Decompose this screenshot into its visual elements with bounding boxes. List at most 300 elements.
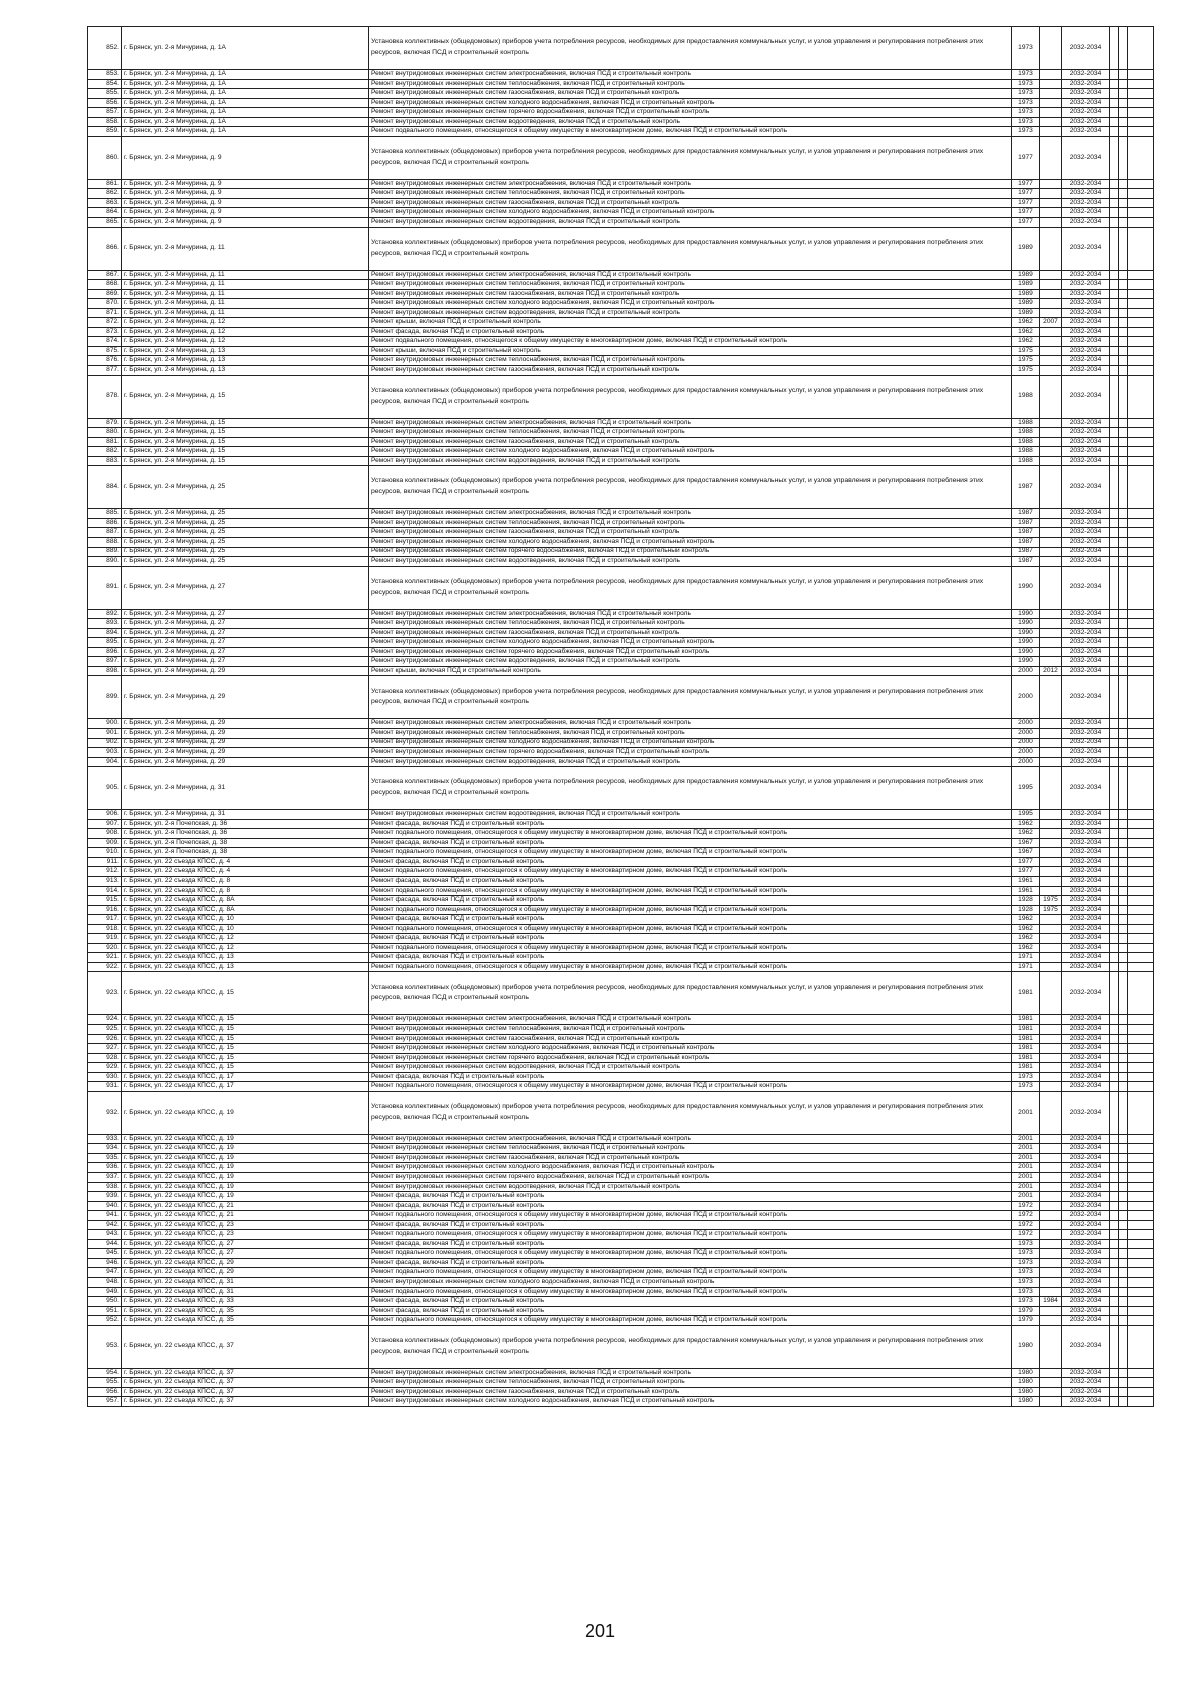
planned-period-cell: 2032-2034: [1062, 867, 1110, 877]
table-row: [88, 1258, 1154, 1268]
planned-period-cell: 2032-2034: [1062, 810, 1110, 820]
work-type-cell: Ремонт подвального помещения, относящегося к общему имуществу в многоквартирном доме, включая ПСД и строительный контроль: [369, 1249, 1012, 1259]
year-built-cell: 1981: [1012, 1044, 1040, 1054]
address-cell: г. Брянск, ул. 22 съезда КПСС, д. 37: [122, 1325, 369, 1368]
table-row: [88, 748, 1154, 758]
year-renovated-cell: [1040, 1258, 1062, 1268]
year-renovated-cell: [1040, 528, 1062, 538]
work-type-cell: Ремонт фасада, включая ПСД и строительный контроль: [369, 1239, 1012, 1249]
empty-cell: [1128, 876, 1154, 886]
empty-cell: [1128, 1306, 1154, 1316]
year-built-cell: 1973: [1012, 27, 1040, 70]
planned-period-cell: 2032-2034: [1062, 79, 1110, 89]
year-renovated-cell: [1040, 327, 1062, 337]
empty-cell: [1110, 27, 1119, 70]
address-cell: г. Брянск, ул. 2-я Мичурина, д. 1А: [122, 117, 369, 127]
planned-period-cell: 2032-2034: [1062, 537, 1110, 547]
year-renovated-cell: [1040, 428, 1062, 438]
table-row: [88, 934, 1154, 944]
work-type-cell: Ремонт внутридомовых инженерных систем водоотведения, включая ПСД и строительный контроль: [369, 308, 1012, 318]
empty-cell: [1128, 953, 1154, 963]
empty-cell: [1128, 647, 1154, 657]
year-renovated-cell: [1040, 179, 1062, 189]
year-built-cell: 1987: [1012, 537, 1040, 547]
work-type-cell: Ремонт фасада, включая ПСД и строительный контроль: [369, 327, 1012, 337]
year-renovated-cell: [1040, 619, 1062, 629]
planned-period-cell: 2032-2034: [1062, 609, 1110, 619]
empty-cell: [1110, 289, 1119, 299]
planned-period-cell: 2032-2034: [1062, 1173, 1110, 1183]
empty-cell: [1110, 528, 1119, 538]
address-cell: г. Брянск, ул. 2-я Мичурина, д. 15: [122, 375, 369, 418]
work-type-cell: Ремонт фасада, включая ПСД и строительный контроль: [369, 1297, 1012, 1307]
address-cell: г. Брянск, ул. 22 съезда КПСС, д. 12: [122, 943, 369, 953]
year-renovated-cell: [1040, 437, 1062, 447]
empty-cell: [1128, 117, 1154, 127]
planned-period-cell: 2032-2034: [1062, 1378, 1110, 1388]
work-type-cell: Установка коллективных (общедомовых) приборов учета потребления ресурсов, необходимых для предоставления коммунальных услуг, и узлов управления и регулирования потребления этих ресурсов, включая ПСД и строительный контроль: [369, 227, 1012, 270]
work-type-cell: Ремонт фасада, включая ПСД и строительный контроль: [369, 1220, 1012, 1230]
empty-cell: [1128, 557, 1154, 567]
year-built-cell: 1961: [1012, 886, 1040, 896]
work-type-cell: Ремонт внутридомовых инженерных систем водоотведения, включая ПСД и строительный контроль: [369, 117, 1012, 127]
work-type-cell: Ремонт внутридомовых инженерных систем электроснабжения, включая ПСД и строительный контроль: [369, 270, 1012, 280]
year-built-cell: 2001: [1012, 1182, 1040, 1192]
row-number: 908.: [88, 829, 122, 839]
row-number: 918.: [88, 924, 122, 934]
table-row: [88, 428, 1154, 438]
empty-cell: [1128, 308, 1154, 318]
empty-cell: [1128, 1173, 1154, 1183]
empty-cell: [1128, 857, 1154, 867]
row-number: 857.: [88, 108, 122, 118]
empty-cell: [1119, 98, 1128, 108]
year-built-cell: 1980: [1012, 1325, 1040, 1368]
empty-cell: [1128, 466, 1154, 509]
year-renovated-cell: [1040, 609, 1062, 619]
year-renovated-cell: [1040, 767, 1062, 810]
table-row: [88, 208, 1154, 218]
work-type-cell: Ремонт внутридомовых инженерных систем теплоснабжения, включая ПСД и строительный контроль: [369, 1144, 1012, 1154]
row-number: 950.: [88, 1297, 122, 1307]
year-renovated-cell: [1040, 1134, 1062, 1144]
address-cell: г. Брянск, ул. 22 съезда КПСС, д. 17: [122, 1072, 369, 1082]
empty-cell: [1128, 896, 1154, 906]
empty-cell: [1110, 227, 1119, 270]
address-cell: г. Брянск, ул. 22 съезда КПСС, д. 19: [122, 1091, 369, 1134]
empty-cell: [1119, 1239, 1128, 1249]
table-row: [88, 327, 1154, 337]
planned-period-cell: 2032-2034: [1062, 518, 1110, 528]
empty-cell: [1110, 198, 1119, 208]
empty-cell: [1128, 848, 1154, 858]
empty-cell: [1110, 428, 1119, 438]
planned-period-cell: 2032-2034: [1062, 657, 1110, 667]
table-row: [88, 905, 1154, 915]
address-cell: г. Брянск, ул. 2-я Мичурина, д. 25: [122, 528, 369, 538]
work-type-cell: Ремонт внутридомовых инженерных систем газоснабжения, включая ПСД и строительный контроль: [369, 1153, 1012, 1163]
empty-cell: [1119, 1297, 1128, 1307]
planned-period-cell: 2032-2034: [1062, 1182, 1110, 1192]
year-built-cell: 1990: [1012, 638, 1040, 648]
row-number: 928.: [88, 1053, 122, 1063]
empty-cell: [1128, 437, 1154, 447]
table-row: [88, 1034, 1154, 1044]
empty-cell: [1128, 1063, 1154, 1073]
empty-cell: [1119, 179, 1128, 189]
empty-cell: [1119, 1072, 1128, 1082]
work-type-cell: Ремонт внутридомовых инженерных систем теплоснабжения, включая ПСД и строительный контроль: [369, 518, 1012, 528]
planned-period-cell: 2032-2034: [1062, 848, 1110, 858]
empty-cell: [1119, 127, 1128, 137]
table-row: [88, 829, 1154, 839]
empty-cell: [1110, 1211, 1119, 1221]
address-cell: г. Брянск, ул. 2-я Мичурина, д. 1А: [122, 27, 369, 70]
year-built-cell: 2001: [1012, 1134, 1040, 1144]
address-cell: г. Брянск, ул. 22 съезда КПСС, д. 21: [122, 1211, 369, 1221]
empty-cell: [1128, 905, 1154, 915]
work-type-cell: Ремонт фасада, включая ПСД и строительный контроль: [369, 953, 1012, 963]
empty-cell: [1110, 676, 1119, 719]
planned-period-cell: 2032-2034: [1062, 418, 1110, 428]
table-row: [88, 189, 1154, 199]
work-type-cell: Ремонт внутридомовых инженерных систем газоснабжения, включая ПСД и строительный контроль: [369, 437, 1012, 447]
year-built-cell: 1980: [1012, 1387, 1040, 1397]
row-number: 896.: [88, 647, 122, 657]
year-built-cell: 2000: [1012, 757, 1040, 767]
row-number: 916.: [88, 905, 122, 915]
empty-cell: [1119, 1082, 1128, 1092]
empty-cell: [1119, 566, 1128, 609]
year-built-cell: 1973: [1012, 1072, 1040, 1082]
planned-period-cell: 2032-2034: [1062, 375, 1110, 418]
year-built-cell: 1981: [1012, 1053, 1040, 1063]
empty-cell: [1119, 466, 1128, 509]
year-built-cell: 1989: [1012, 227, 1040, 270]
empty-cell: [1119, 547, 1128, 557]
work-type-cell: Ремонт фасада, включая ПСД и строительный контроль: [369, 1258, 1012, 1268]
year-built-cell: 1973: [1012, 127, 1040, 137]
work-type-cell: Ремонт внутридомовых инженерных систем холодного водоснабжения, включая ПСД и строительный контроль: [369, 638, 1012, 648]
address-cell: г. Брянск, ул. 2-я Мичурина, д. 12: [122, 327, 369, 337]
year-built-cell: 1972: [1012, 1220, 1040, 1230]
year-built-cell: 1980: [1012, 1397, 1040, 1407]
table-row: [88, 943, 1154, 953]
table-row: [88, 619, 1154, 629]
planned-period-cell: 2032-2034: [1062, 738, 1110, 748]
work-type-cell: Ремонт фасада, включая ПСД и строительный контроль: [369, 857, 1012, 867]
empty-cell: [1119, 719, 1128, 729]
year-renovated-cell: [1040, 1015, 1062, 1025]
empty-cell: [1110, 127, 1119, 137]
empty-cell: [1128, 89, 1154, 99]
table-row: [88, 609, 1154, 619]
year-built-cell: 1987: [1012, 518, 1040, 528]
year-renovated-cell: [1040, 962, 1062, 972]
year-renovated-cell: [1040, 218, 1062, 228]
address-cell: г. Брянск, ул. 22 съезда КПСС, д. 19: [122, 1153, 369, 1163]
empty-cell: [1119, 280, 1128, 290]
work-type-cell: Ремонт внутридомовых инженерных систем теплоснабжения, включая ПСД и строительный контроль: [369, 356, 1012, 366]
empty-cell: [1110, 1325, 1119, 1368]
empty-cell: [1128, 1387, 1154, 1397]
year-built-cell: 2001: [1012, 1192, 1040, 1202]
row-number: 875.: [88, 346, 122, 356]
work-type-cell: Ремонт фасада, включая ПСД и строительный контроль: [369, 1072, 1012, 1082]
year-built-cell: 1980: [1012, 1368, 1040, 1378]
planned-period-cell: 2032-2034: [1062, 136, 1110, 179]
row-number: 900.: [88, 719, 122, 729]
year-renovated-cell: [1040, 943, 1062, 953]
address-cell: г. Брянск, ул. 22 съезда КПСС, д. 4: [122, 857, 369, 867]
address-cell: г. Брянск, ул. 22 съезда КПСС, д. 17: [122, 1082, 369, 1092]
table-row: [88, 1387, 1154, 1397]
year-built-cell: 1972: [1012, 1230, 1040, 1240]
work-type-cell: Ремонт внутридомовых инженерных систем газоснабжения, включая ПСД и строительный контроль: [369, 1034, 1012, 1044]
year-built-cell: 1973: [1012, 1082, 1040, 1092]
empty-cell: [1110, 337, 1119, 347]
address-cell: г. Брянск, ул. 22 съезда КПСС, д. 12: [122, 934, 369, 944]
address-cell: г. Брянск, ул. 2-я Мичурина, д. 11: [122, 299, 369, 309]
empty-cell: [1128, 1368, 1154, 1378]
empty-cell: [1110, 838, 1119, 848]
empty-cell: [1119, 943, 1128, 953]
table-row: [88, 98, 1154, 108]
planned-period-cell: 2032-2034: [1062, 299, 1110, 309]
row-number: 939.: [88, 1192, 122, 1202]
planned-period-cell: 2032-2034: [1062, 719, 1110, 729]
year-renovated-cell: [1040, 466, 1062, 509]
table-row: [88, 79, 1154, 89]
year-renovated-cell: [1040, 1397, 1062, 1407]
year-built-cell: 1962: [1012, 934, 1040, 944]
year-built-cell: 1987: [1012, 547, 1040, 557]
work-type-cell: Ремонт внутридомовых инженерных систем газоснабжения, включая ПСД и строительный контроль: [369, 1387, 1012, 1397]
empty-cell: [1128, 1249, 1154, 1259]
year-built-cell: 1971: [1012, 953, 1040, 963]
year-renovated-cell: 2007: [1040, 318, 1062, 328]
empty-cell: [1110, 70, 1119, 80]
planned-period-cell: 2032-2034: [1062, 108, 1110, 118]
empty-cell: [1128, 136, 1154, 179]
year-built-cell: 1961: [1012, 876, 1040, 886]
table-row: [88, 628, 1154, 638]
work-type-cell: Установка коллективных (общедомовых) приборов учета потребления ресурсов, необходимых для предоставления коммунальных услуг, и узлов управления и регулирования потребления этих ресурсов, включая ПСД и строительный контроль: [369, 466, 1012, 509]
empty-cell: [1128, 428, 1154, 438]
empty-cell: [1128, 1278, 1154, 1288]
work-type-cell: Ремонт подвального помещения, относящегося к общему имуществу в многоквартирном доме, включая ПСД и строительный контроль: [369, 924, 1012, 934]
year-renovated-cell: [1040, 748, 1062, 758]
table-row: [88, 447, 1154, 457]
empty-cell: [1128, 810, 1154, 820]
address-cell: г. Брянск, ул. 2-я Мичурина, д. 9: [122, 189, 369, 199]
empty-cell: [1110, 748, 1119, 758]
year-renovated-cell: [1040, 299, 1062, 309]
empty-cell: [1110, 1297, 1119, 1307]
empty-cell: [1110, 117, 1119, 127]
empty-cell: [1128, 227, 1154, 270]
year-built-cell: 1977: [1012, 857, 1040, 867]
work-type-cell: Ремонт внутридомовых инженерных систем газоснабжения, включая ПСД и строительный контроль: [369, 628, 1012, 638]
work-type-cell: Ремонт внутридомовых инженерных систем холодного водоснабжения, включая ПСД и строительный контроль: [369, 1397, 1012, 1407]
year-built-cell: 1928: [1012, 905, 1040, 915]
year-renovated-cell: [1040, 418, 1062, 428]
year-renovated-cell: [1040, 566, 1062, 609]
empty-cell: [1128, 638, 1154, 648]
work-type-cell: Ремонт внутридомовых инженерных систем электроснабжения, включая ПСД и строительный контроль: [369, 509, 1012, 519]
year-built-cell: 1990: [1012, 566, 1040, 609]
empty-cell: [1128, 509, 1154, 519]
table-row: [88, 547, 1154, 557]
empty-cell: [1128, 738, 1154, 748]
row-number: 865.: [88, 218, 122, 228]
year-renovated-cell: [1040, 198, 1062, 208]
year-renovated-cell: [1040, 1153, 1062, 1163]
planned-period-cell: 2032-2034: [1062, 1153, 1110, 1163]
row-number: 931.: [88, 1082, 122, 1092]
year-renovated-cell: [1040, 127, 1062, 137]
empty-cell: [1110, 1387, 1119, 1397]
empty-cell: [1110, 208, 1119, 218]
table-row: [88, 1044, 1154, 1054]
address-cell: г. Брянск, ул. 2-я Мичурина, д. 27: [122, 638, 369, 648]
table-row: [88, 953, 1154, 963]
planned-period-cell: 2032-2034: [1062, 447, 1110, 457]
year-renovated-cell: [1040, 876, 1062, 886]
empty-cell: [1110, 638, 1119, 648]
work-type-cell: Ремонт внутридомовых инженерных систем газоснабжения, включая ПСД и строительный контроль: [369, 289, 1012, 299]
year-built-cell: 1971: [1012, 962, 1040, 972]
planned-period-cell: 2032-2034: [1062, 337, 1110, 347]
empty-cell: [1110, 972, 1119, 1015]
empty-cell: [1110, 1230, 1119, 1240]
empty-cell: [1119, 1306, 1128, 1316]
year-renovated-cell: [1040, 289, 1062, 299]
empty-cell: [1119, 1278, 1128, 1288]
table-row: [88, 1182, 1154, 1192]
empty-cell: [1110, 1306, 1119, 1316]
year-built-cell: 1973: [1012, 1297, 1040, 1307]
address-cell: г. Брянск, ул. 22 съезда КПСС, д. 19: [122, 1182, 369, 1192]
table-row: [88, 418, 1154, 428]
empty-cell: [1128, 1397, 1154, 1407]
empty-cell: [1119, 1316, 1128, 1326]
year-built-cell: 1989: [1012, 308, 1040, 318]
year-renovated-cell: [1040, 366, 1062, 376]
empty-cell: [1110, 1397, 1119, 1407]
empty-cell: [1119, 1015, 1128, 1025]
row-number: 930.: [88, 1072, 122, 1082]
planned-period-cell: 2032-2034: [1062, 924, 1110, 934]
table-row: [88, 117, 1154, 127]
empty-cell: [1110, 1268, 1119, 1278]
row-number: 881.: [88, 437, 122, 447]
empty-cell: [1110, 767, 1119, 810]
year-renovated-cell: [1040, 638, 1062, 648]
row-number: 864.: [88, 208, 122, 218]
table-row: [88, 108, 1154, 118]
planned-period-cell: 2032-2034: [1062, 1192, 1110, 1202]
planned-period-cell: 2032-2034: [1062, 466, 1110, 509]
empty-cell: [1119, 867, 1128, 877]
planned-period-cell: 2032-2034: [1062, 1015, 1110, 1025]
empty-cell: [1110, 557, 1119, 567]
work-type-cell: Ремонт внутридомовых инженерных систем холодного водоснабжения, включая ПСД и строительный контроль: [369, 738, 1012, 748]
work-type-cell: Ремонт крыши, включая ПСД и строительный контроль: [369, 346, 1012, 356]
empty-cell: [1128, 628, 1154, 638]
table-row: [88, 810, 1154, 820]
year-built-cell: 1977: [1012, 179, 1040, 189]
empty-cell: [1119, 218, 1128, 228]
year-built-cell: 1981: [1012, 1063, 1040, 1073]
work-type-cell: Ремонт внутридомовых инженерных систем газоснабжения, включая ПСД и строительный контроль: [369, 198, 1012, 208]
work-type-cell: Ремонт внутридомовых инженерных систем водоотведения, включая ПСД и строительный контроль: [369, 1182, 1012, 1192]
planned-period-cell: 2032-2034: [1062, 318, 1110, 328]
empty-cell: [1119, 848, 1128, 858]
planned-period-cell: 2032-2034: [1062, 528, 1110, 538]
row-number: 897.: [88, 657, 122, 667]
empty-cell: [1128, 867, 1154, 877]
year-built-cell: 2001: [1012, 1091, 1040, 1134]
year-built-cell: 1962: [1012, 337, 1040, 347]
address-cell: г. Брянск, ул. 22 съезда КПСС, д. 10: [122, 915, 369, 925]
empty-cell: [1119, 924, 1128, 934]
empty-cell: [1128, 456, 1154, 466]
empty-cell: [1110, 1287, 1119, 1297]
year-renovated-cell: [1040, 547, 1062, 557]
year-renovated-cell: [1040, 934, 1062, 944]
table-row: [88, 1134, 1154, 1144]
planned-period-cell: 2032-2034: [1062, 227, 1110, 270]
year-renovated-cell: [1040, 867, 1062, 877]
table-row: [88, 218, 1154, 228]
empty-cell: [1110, 270, 1119, 280]
table-row: [88, 1025, 1154, 1035]
planned-period-cell: 2032-2034: [1062, 666, 1110, 676]
year-renovated-cell: [1040, 738, 1062, 748]
address-cell: г. Брянск, ул. 2-я Мичурина, д. 31: [122, 767, 369, 810]
year-renovated-cell: [1040, 1211, 1062, 1221]
empty-cell: [1110, 886, 1119, 896]
empty-cell: [1110, 518, 1119, 528]
year-renovated-cell: [1040, 719, 1062, 729]
table-row: [88, 27, 1154, 70]
year-renovated-cell: [1040, 227, 1062, 270]
work-type-cell: Ремонт внутридомовых инженерных систем горячего водоснабжения, включая ПСД и строительный контроль: [369, 647, 1012, 657]
table-row: [88, 456, 1154, 466]
table-row: [88, 1091, 1154, 1134]
empty-cell: [1119, 1220, 1128, 1230]
year-renovated-cell: [1040, 1220, 1062, 1230]
work-type-cell: Установка коллективных (общедомовых) приборов учета потребления ресурсов, необходимых для предоставления коммунальных услуг, и узлов управления и регулирования потребления этих ресурсов, включая ПСД и строительный контроль: [369, 136, 1012, 179]
empty-cell: [1128, 819, 1154, 829]
work-type-cell: Ремонт внутридомовых инженерных систем газоснабжения, включая ПСД и строительный контроль: [369, 528, 1012, 538]
address-cell: г. Брянск, ул. 2-я Мичурина, д. 27: [122, 566, 369, 609]
empty-cell: [1119, 748, 1128, 758]
address-cell: г. Брянск, ул. 2-я Мичурина, д. 11: [122, 280, 369, 290]
row-number: 945.: [88, 1249, 122, 1259]
row-number: 852.: [88, 27, 122, 70]
work-type-cell: Ремонт фасада, включая ПСД и строительный контроль: [369, 1201, 1012, 1211]
empty-cell: [1110, 609, 1119, 619]
address-cell: г. Брянск, ул. 22 съезда КПСС, д. 19: [122, 1173, 369, 1183]
empty-cell: [1128, 1239, 1154, 1249]
table-row: [88, 886, 1154, 896]
year-renovated-cell: [1040, 189, 1062, 199]
address-cell: г. Брянск, ул. 2-я Мичурина, д. 25: [122, 547, 369, 557]
year-renovated-cell: [1040, 1082, 1062, 1092]
row-number: 941.: [88, 1211, 122, 1221]
